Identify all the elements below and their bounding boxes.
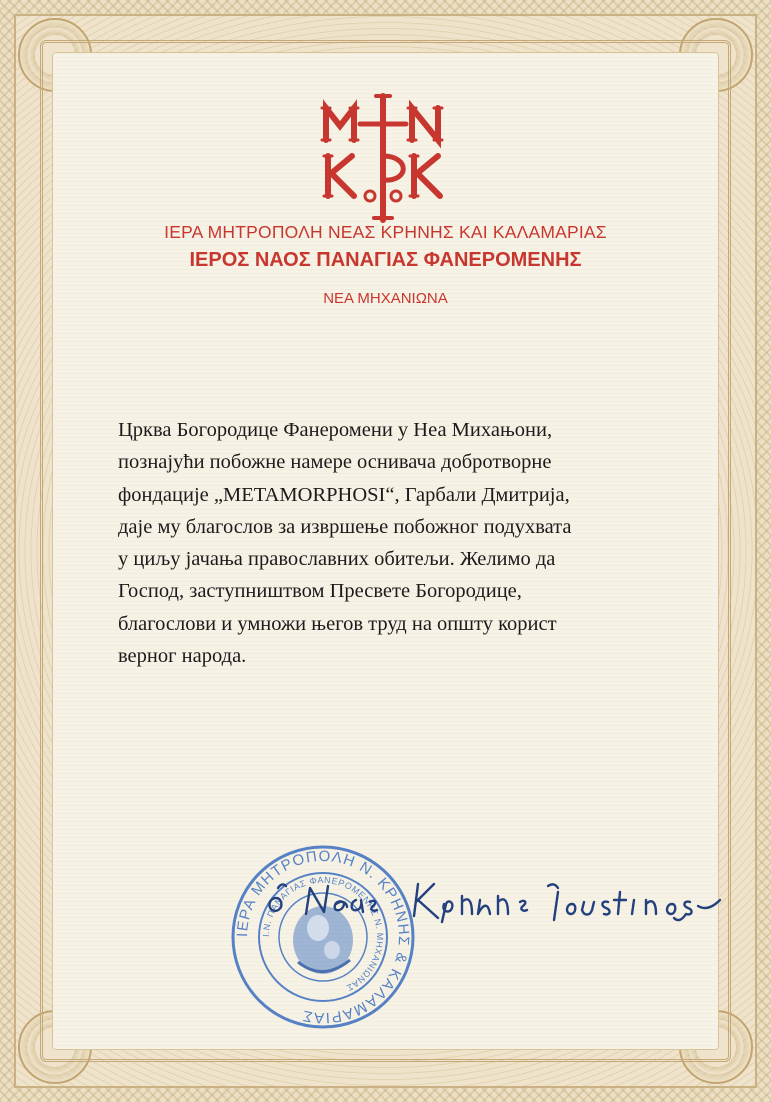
- church-title: ΙΕΡΟΣ ΝΑΟΣ ΠΑΝΑΓΙΑΣ ΦΑΝΕΡΟΜΕΝΗΣ: [189, 249, 582, 271]
- body-line: даје му благослов за извршење побожног подухвата: [118, 515, 572, 538]
- monogram-logo: [318, 92, 448, 224]
- handwritten-signature: [258, 860, 728, 950]
- body-line: благослови и умножи његов труд на општу корист: [118, 612, 557, 635]
- metropolis-title: ΙΕΡΑ ΜΗΤΡΟΠΟΛΗ ΝΕΑΣ ΚΡΗΝΗΣ ΚΑΙ ΚΑΛΑΜΑΡΙΑΣ: [164, 222, 607, 242]
- svg-text:Ι.Ν. ΠΑΝΑΓΙΑΣ ΦΑΝΕΡΟΜΕΝΗΣ Ν. Μ: Ι.Ν. ΠΑΝΑΓΙΑΣ ΦΑΝΕΡΟΜΕΝΗΣ Ν. ΜΗΧΑΝΙΩΝΑΣ: [260, 874, 386, 994]
- body-line: Црква Богородице Фанеромени у Неа Михањони,: [118, 419, 553, 441]
- blessing-text: [118, 414, 678, 672]
- body-line: у циљу јачања православних обитељи. Желимо да: [118, 548, 556, 571]
- location-subtitle: ΝΕΑ ΜΗΧΑΝΙΩΝΑ: [323, 290, 448, 307]
- body-line: фондације „METAMORPHOSI“, Гарбали Дмитрија,: [118, 483, 570, 506]
- body-line: познајући побожне намере оснивача добротворне: [118, 451, 552, 474]
- svg-text:ΙΕΡΑ ΜΗΤΡΟΠΟΛΗ Ν. ΚΡΗΝΗΣ & ΚΑΛ: ΙΕΡΑ ΜΗΤΡΟΠΟΛΗ Ν. ΚΡΗΝΗΣ & ΚΑΛΑΜΑΡΙΑΣ: [233, 847, 413, 1027]
- body-line: верног народа.: [118, 645, 247, 668]
- body-line: Господ, заступништвом Пресвете Богородице,: [118, 580, 522, 603]
